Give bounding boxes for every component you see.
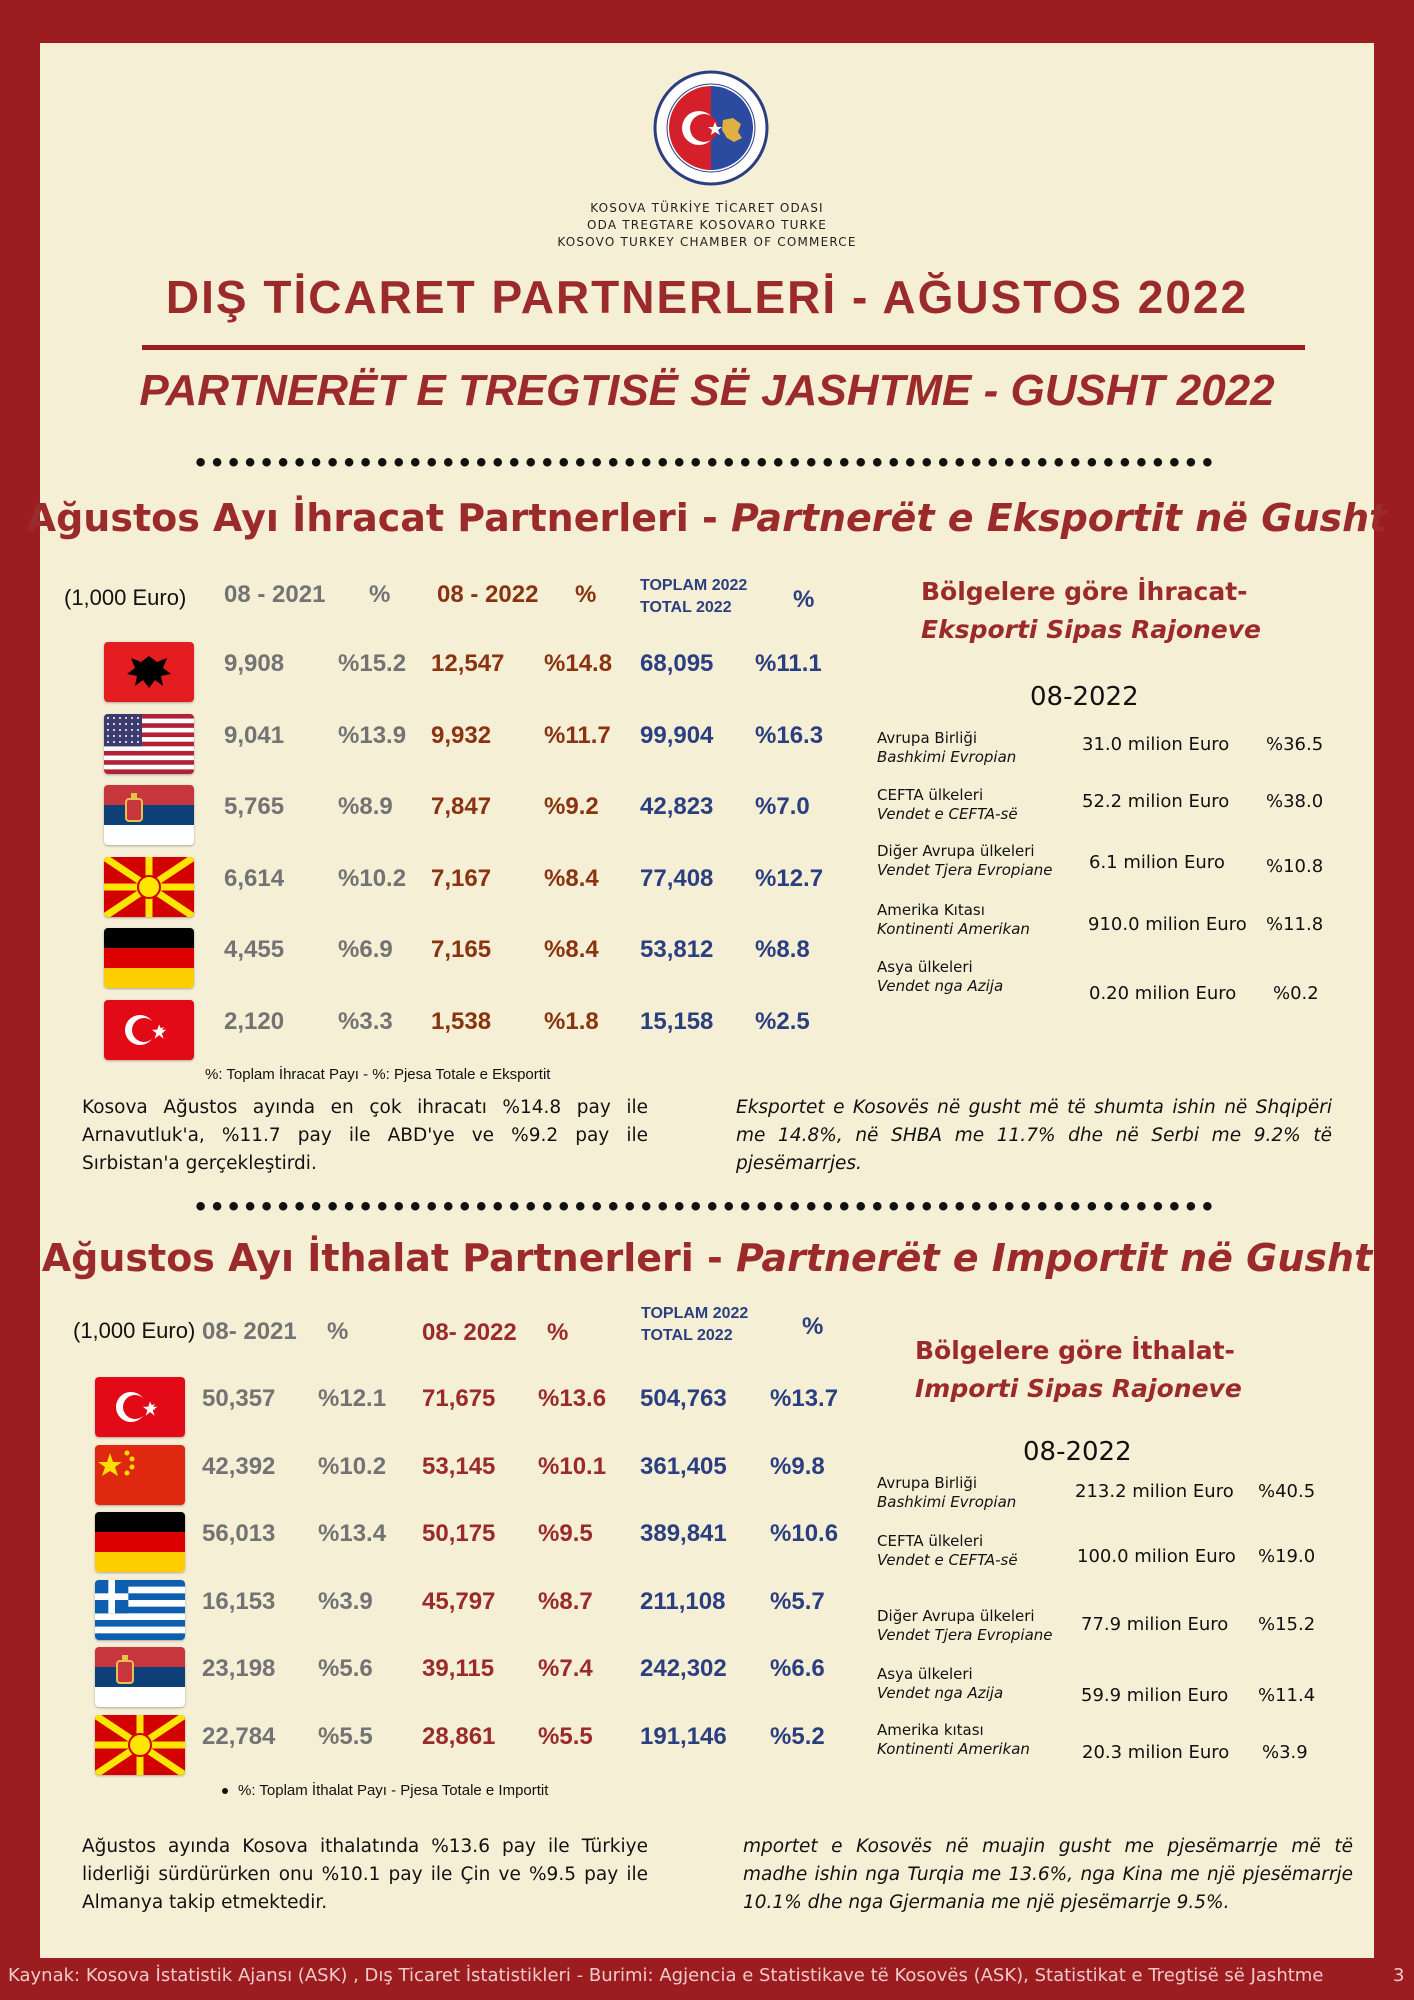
imports-region-name-tr: Diğer Avrupa ülkeleri bbox=[877, 1607, 1035, 1625]
exports-cell-p2021: %10.2 bbox=[338, 864, 407, 892]
exports-cell-v2021: 2,120 bbox=[224, 1007, 285, 1035]
exports-cell-v2022: 1,538 bbox=[431, 1007, 492, 1035]
exports-region-name bbox=[877, 729, 1016, 767]
imports-cell-p2022: %9.5 bbox=[538, 1520, 593, 1547]
imports-cell-total: 504,763 bbox=[640, 1385, 727, 1412]
exports-region-pct: %10.8 bbox=[1266, 856, 1324, 877]
imports-cell-total: 389,841 bbox=[640, 1520, 727, 1547]
exports-region-pct: %36.5 bbox=[1266, 734, 1324, 755]
exports-cell-ptotal: %2.5 bbox=[755, 1007, 810, 1035]
imports-cell-v2022: 45,797 bbox=[422, 1587, 496, 1615]
imports-region-value: 59.9 milion Euro bbox=[1081, 1685, 1229, 1706]
footer-source: Kaynak: Kosova İstatistik Ajansı (ASK) , Dış Ticaret İstatistikleri - Burimi: Agjencia e Statistikave të Kosovës (ASK), Statistikat e Tregtisë së Jashtme bbox=[8, 1965, 1324, 1986]
imports-cell-p2021: %5.6 bbox=[318, 1655, 373, 1682]
albania-flag-icon bbox=[104, 642, 194, 702]
imports-region-pct: %40.5 bbox=[1258, 1481, 1316, 1502]
imports-cell-v2021: 56,013 bbox=[202, 1520, 276, 1547]
imports-region-name-sq: Vendet nga Azija bbox=[877, 1684, 1004, 1702]
germany-flag-icon bbox=[95, 1512, 185, 1572]
imports-cell-p2022: %8.7 bbox=[538, 1587, 593, 1615]
exports-cell-total: 53,812 bbox=[640, 936, 714, 963]
imports-cell-ptotal: %10.6 bbox=[770, 1520, 839, 1547]
imports-col-pct-2022: % bbox=[547, 1319, 569, 1346]
exports-region-name-tr: Asya ülkeleri bbox=[877, 958, 973, 976]
imports-cell-p2022: %10.1 bbox=[538, 1452, 607, 1480]
imports-region-name bbox=[877, 1532, 1018, 1570]
exports-col-pct-2021: % bbox=[369, 581, 391, 608]
exports-unit: (1,000 Euro) bbox=[64, 585, 187, 610]
north-macedonia-flag-icon bbox=[104, 857, 194, 917]
imports-region-heading-sq: Importi Sipas Rajoneve bbox=[915, 1374, 1242, 1403]
imports-cell-total: 361,405 bbox=[640, 1452, 727, 1480]
imports-cell-ptotal: %6.6 bbox=[770, 1655, 825, 1682]
exports-region-name-tr: CEFTA ülkeleri bbox=[877, 786, 984, 804]
exports-region-name bbox=[877, 842, 1053, 880]
exports-region-value: 910.0 milion Euro bbox=[1088, 914, 1247, 935]
exports-cell-total: 42,823 bbox=[640, 793, 714, 820]
exports-cell-p2022: %14.8 bbox=[544, 650, 613, 677]
exports-region-name-tr: Diğer Avrupa ülkeleri bbox=[877, 842, 1035, 860]
chamber-logo bbox=[653, 70, 769, 186]
page-number: 3 bbox=[1393, 1965, 1405, 1986]
exports-region-value: 0.20 milion Euro bbox=[1089, 983, 1237, 1004]
exports-region-pct: %11.8 bbox=[1266, 914, 1324, 935]
exports-note: %: Toplam İhracat Payı - %: Pjesa Totale e Eksportit bbox=[205, 1066, 551, 1083]
imports-region-name bbox=[877, 1474, 1016, 1512]
exports-cell-v2022: 9,932 bbox=[431, 721, 492, 749]
exports-col-2022: 08 - 2022 bbox=[437, 581, 539, 608]
imports-region-name-tr: CEFTA ülkeleri bbox=[877, 1532, 984, 1550]
imports-heading-tr: Ağustos Ayı İthalat Partnerleri - bbox=[41, 1236, 737, 1280]
exports-cell-ptotal: %16.3 bbox=[755, 721, 824, 749]
exports-cell-v2021: 4,455 bbox=[224, 936, 285, 963]
exports-region-name bbox=[877, 786, 1018, 824]
exports-region-name-tr: Amerika Kıtası bbox=[877, 901, 985, 919]
exports-col-2021: 08 - 2021 bbox=[224, 581, 326, 608]
imports-col-total bbox=[641, 1303, 748, 1347]
imports-note bbox=[222, 1782, 548, 1799]
germany-flag-icon bbox=[104, 928, 194, 988]
exports-cell-total: 68,095 bbox=[640, 650, 714, 677]
exports-cell-ptotal: %12.7 bbox=[755, 864, 824, 892]
imports-region-name-tr: Avrupa Birliği bbox=[877, 1474, 978, 1492]
exports-cell-p2021: %15.2 bbox=[338, 650, 407, 677]
imports-region-pct: %3.9 bbox=[1262, 1742, 1308, 1763]
exports-region-pct: %38.0 bbox=[1266, 791, 1324, 812]
usa-flag-icon bbox=[104, 714, 194, 774]
imports-region-value: 213.2 milion Euro bbox=[1075, 1481, 1234, 1502]
exports-cell-v2021: 9,041 bbox=[224, 721, 285, 749]
imports-cell-v2021: 16,153 bbox=[202, 1587, 276, 1615]
imports-cell-v2022: 53,145 bbox=[422, 1452, 496, 1480]
org-names bbox=[0, 200, 1414, 251]
exports-cell-ptotal: %11.1 bbox=[755, 650, 822, 677]
imports-cell-p2021: %5.5 bbox=[318, 1722, 373, 1750]
serbia-flag-icon bbox=[95, 1647, 185, 1707]
imports-cell-total: 191,146 bbox=[640, 1722, 727, 1750]
exports-col-pct-2022: % bbox=[575, 581, 597, 608]
exports-cell-v2022: 12,547 bbox=[431, 650, 505, 677]
imports-heading bbox=[0, 1236, 1414, 1280]
exports-region-name-sq: Kontinenti Amerikan bbox=[877, 920, 1030, 938]
title-divider bbox=[142, 345, 1305, 350]
dotted-divider-middle: •••••••••••••••••••••••••••••••••••••••••••••••••••••••••••••• bbox=[195, 1190, 1219, 1223]
imports-col-total-tr: TOPLAM 2022 bbox=[641, 1305, 749, 1322]
imports-cell-ptotal: %5.7 bbox=[770, 1587, 825, 1615]
imports-region-name-sq: Vendet e CEFTA-së bbox=[877, 1551, 1018, 1569]
exports-cell-p2021: %8.9 bbox=[338, 793, 393, 820]
exports-heading-sq: Partnerët e Eksportit në Gusht bbox=[731, 496, 1388, 540]
exports-cell-ptotal: %7.0 bbox=[755, 793, 810, 820]
bullet-icon bbox=[222, 1788, 228, 1794]
turkey-flag-icon bbox=[104, 1000, 194, 1060]
exports-col-total-tr: TOPLAM 2022 bbox=[640, 577, 748, 594]
exports-region-name-sq: Vendet e CEFTA-së bbox=[877, 805, 1018, 823]
exports-cell-total: 77,408 bbox=[640, 864, 714, 892]
imports-region-pct: %15.2 bbox=[1258, 1614, 1316, 1635]
imports-cell-v2022: 39,115 bbox=[422, 1655, 495, 1682]
exports-region-name-sq: Vendet nga Azija bbox=[877, 977, 1004, 995]
imports-region-pct: %11.4 bbox=[1258, 1685, 1316, 1706]
exports-region-value: 31.0 milion Euro bbox=[1082, 734, 1230, 755]
exports-region-heading bbox=[921, 573, 1261, 649]
imports-region-value: 20.3 milion Euro bbox=[1082, 1742, 1230, 1763]
exports-cell-total: 15,158 bbox=[640, 1007, 714, 1035]
imports-region-name-tr: Amerika kıtası bbox=[877, 1721, 984, 1739]
imports-col-2022: 08- 2022 bbox=[422, 1319, 517, 1346]
exports-col-total bbox=[640, 575, 747, 619]
imports-cell-total: 242,302 bbox=[640, 1655, 727, 1682]
imports-cell-v2022: 28,861 bbox=[422, 1722, 496, 1750]
exports-cell-ptotal: %8.8 bbox=[755, 936, 810, 963]
org-name-en: KOSOVO TURKEY CHAMBER OF COMMERCE bbox=[557, 235, 857, 249]
imports-summary-tr: Ağustos ayında Kosova ithalatında %13.6 pay ile Türkiye liderliği sürdürürken onu %10.1 pay ile Çin ve %9.5 pay ile Almanya takip etmektedir. bbox=[82, 1836, 648, 1913]
greece-flag-icon bbox=[95, 1580, 185, 1640]
imports-region-name bbox=[877, 1607, 1053, 1645]
imports-cell-p2021: %10.2 bbox=[318, 1452, 387, 1480]
imports-region-name bbox=[877, 1665, 1003, 1703]
imports-heading-sq: Partnerët e Importit në Gusht bbox=[736, 1236, 1373, 1280]
china-flag-icon bbox=[95, 1445, 185, 1505]
imports-summary-sq: mportet e Kosovës në muajin gusht me pjesëmarrje më të madhe ishin nga Turqia me 13.6%, nga Kina me një pjesëmarrje 10.1% dhe nga Gjermania me një pjesëmarrje 9.5%. bbox=[743, 1836, 1353, 1913]
imports-region-pct: %19.0 bbox=[1258, 1546, 1316, 1567]
exports-cell-p2022: %8.4 bbox=[544, 936, 599, 963]
imports-cell-total: 211,108 bbox=[640, 1587, 726, 1615]
exports-cell-total: 99,904 bbox=[640, 721, 714, 749]
imports-cell-p2022: %13.6 bbox=[538, 1385, 607, 1412]
page-title-sq: PARTNERËT E TREGTISË SË JASHTME - GUSHT 2022 bbox=[139, 366, 1275, 415]
imports-cell-v2021: 22,784 bbox=[202, 1722, 276, 1750]
imports-region-name bbox=[877, 1721, 1030, 1759]
imports-cell-ptotal: %9.8 bbox=[770, 1452, 825, 1480]
imports-cell-v2022: 50,175 bbox=[422, 1520, 496, 1547]
exports-cell-v2021: 5,765 bbox=[224, 793, 285, 820]
imports-cell-ptotal: %13.7 bbox=[770, 1385, 839, 1412]
exports-region-heading-tr: Bölgelere göre İhracat- bbox=[921, 577, 1248, 606]
imports-region-name-sq: Kontinenti Amerikan bbox=[877, 1740, 1030, 1758]
imports-cell-p2021: %12.1 bbox=[318, 1385, 387, 1412]
turkey-flag-icon bbox=[95, 1377, 185, 1437]
exports-region-name-sq: Bashkimi Evropian bbox=[877, 748, 1017, 766]
imports-col-2021: 08- 2021 bbox=[202, 1318, 297, 1345]
imports-region-name-sq: Vendet Tjera Evropiane bbox=[877, 1626, 1053, 1644]
org-name-sq: ODA TREGTARE KOSOVARO TURKE bbox=[586, 218, 828, 232]
imports-cell-v2022: 71,675 bbox=[422, 1385, 496, 1412]
exports-region-pct: %0.2 bbox=[1273, 983, 1319, 1004]
exports-cell-v2021: 6,614 bbox=[224, 864, 285, 892]
exports-cell-p2021: %6.9 bbox=[338, 936, 393, 963]
imports-region-year: 08-2022 bbox=[1023, 1437, 1132, 1467]
exports-region-name bbox=[877, 901, 1030, 939]
imports-region-name-tr: Asya ülkeleri bbox=[877, 1665, 973, 1683]
imports-col-pct-2021: % bbox=[327, 1318, 349, 1345]
dotted-divider-top: •••••••••••••••••••••••••••••••••••••••••••••••••••••••••••••• bbox=[195, 446, 1219, 479]
exports-cell-p2022: %8.4 bbox=[544, 864, 599, 892]
imports-col-total-sq: TOTAL 2022 bbox=[641, 1327, 733, 1344]
imports-cell-ptotal: %5.2 bbox=[770, 1722, 825, 1750]
footer bbox=[0, 1962, 1414, 2000]
imports-cell-v2021: 23,198 bbox=[202, 1655, 276, 1682]
exports-summary-tr: Kosova Ağustos ayında en çok ihracatı %14.8 pay ile Arnavutluk'a, %11.7 pay ile ABD'ye ve %9.2 pay ile Sırbistan'a gerçekleştirdi. bbox=[82, 1097, 648, 1174]
exports-cell-v2022: 7,847 bbox=[431, 793, 492, 820]
imports-region-name-sq: Bashkimi Evropian bbox=[877, 1493, 1017, 1511]
exports-col-total-sq: TOTAL 2022 bbox=[640, 599, 732, 616]
serbia-flag-icon bbox=[104, 785, 194, 845]
exports-heading bbox=[0, 496, 1414, 540]
imports-cell-p2022: %7.4 bbox=[538, 1655, 593, 1682]
page-title-tr: DIŞ TİCARET PARTNERLERİ - AĞUSTOS 2022 bbox=[165, 271, 1249, 323]
exports-region-heading-sq: Eksporti Sipas Rajoneve bbox=[921, 615, 1262, 644]
exports-cell-p2021: %13.9 bbox=[338, 721, 407, 749]
imports-cell-v2021: 50,357 bbox=[202, 1385, 276, 1412]
exports-col-pct-total: % bbox=[793, 586, 815, 613]
exports-region-name-tr: Avrupa Birliği bbox=[877, 729, 978, 747]
exports-region-value: 52.2 milion Euro bbox=[1082, 791, 1230, 812]
imports-col-pct-total: % bbox=[802, 1313, 824, 1340]
exports-region-name-sq: Vendet Tjera Evropiane bbox=[877, 861, 1053, 879]
imports-note-text: %: Toplam İthalat Payı - Pjesa Totale e Importit bbox=[238, 1782, 549, 1799]
exports-cell-p2021: %3.3 bbox=[338, 1007, 393, 1035]
imports-cell-v2021: 42,392 bbox=[202, 1452, 276, 1480]
exports-cell-p2022: %1.8 bbox=[544, 1007, 599, 1035]
imports-region-value: 100.0 milion Euro bbox=[1077, 1546, 1236, 1567]
imports-unit: (1,000 Euro) bbox=[73, 1318, 196, 1343]
exports-region-value: 6.1 milion Euro bbox=[1089, 852, 1225, 873]
logo-emblem-icon bbox=[653, 70, 769, 186]
exports-cell-v2021: 9,908 bbox=[224, 650, 285, 677]
imports-cell-p2022: %5.5 bbox=[538, 1722, 593, 1750]
exports-heading-tr: Ağustos Ayı İhracat Partnerleri - bbox=[26, 496, 732, 540]
imports-region-heading bbox=[915, 1332, 1242, 1408]
imports-cell-p2021: %3.9 bbox=[318, 1587, 373, 1615]
imports-region-heading-tr: Bölgelere göre İthalat- bbox=[915, 1336, 1235, 1365]
org-name-tr: KOSOVA TÜRKİYE TİCARET ODASI bbox=[590, 201, 824, 215]
imports-region-value: 77.9 milion Euro bbox=[1081, 1614, 1229, 1635]
exports-cell-v2022: 7,167 bbox=[431, 864, 492, 892]
exports-cell-v2022: 7,165 bbox=[431, 936, 492, 963]
north-macedonia-flag-icon bbox=[95, 1715, 185, 1775]
exports-cell-p2022: %11.7 bbox=[544, 721, 611, 749]
exports-region-name bbox=[877, 958, 1003, 996]
exports-region-year: 08-2022 bbox=[1030, 682, 1139, 712]
imports-cell-p2021: %13.4 bbox=[318, 1520, 387, 1547]
exports-cell-p2022: %9.2 bbox=[544, 793, 599, 820]
exports-summary-sq: Eksportet e Kosovës në gusht më të shumta ishin në Shqipëri me 14.8%, në SHBA me 11.7% dhe në Serbi me 9.2% të pjesëmarrjes. bbox=[736, 1097, 1332, 1174]
